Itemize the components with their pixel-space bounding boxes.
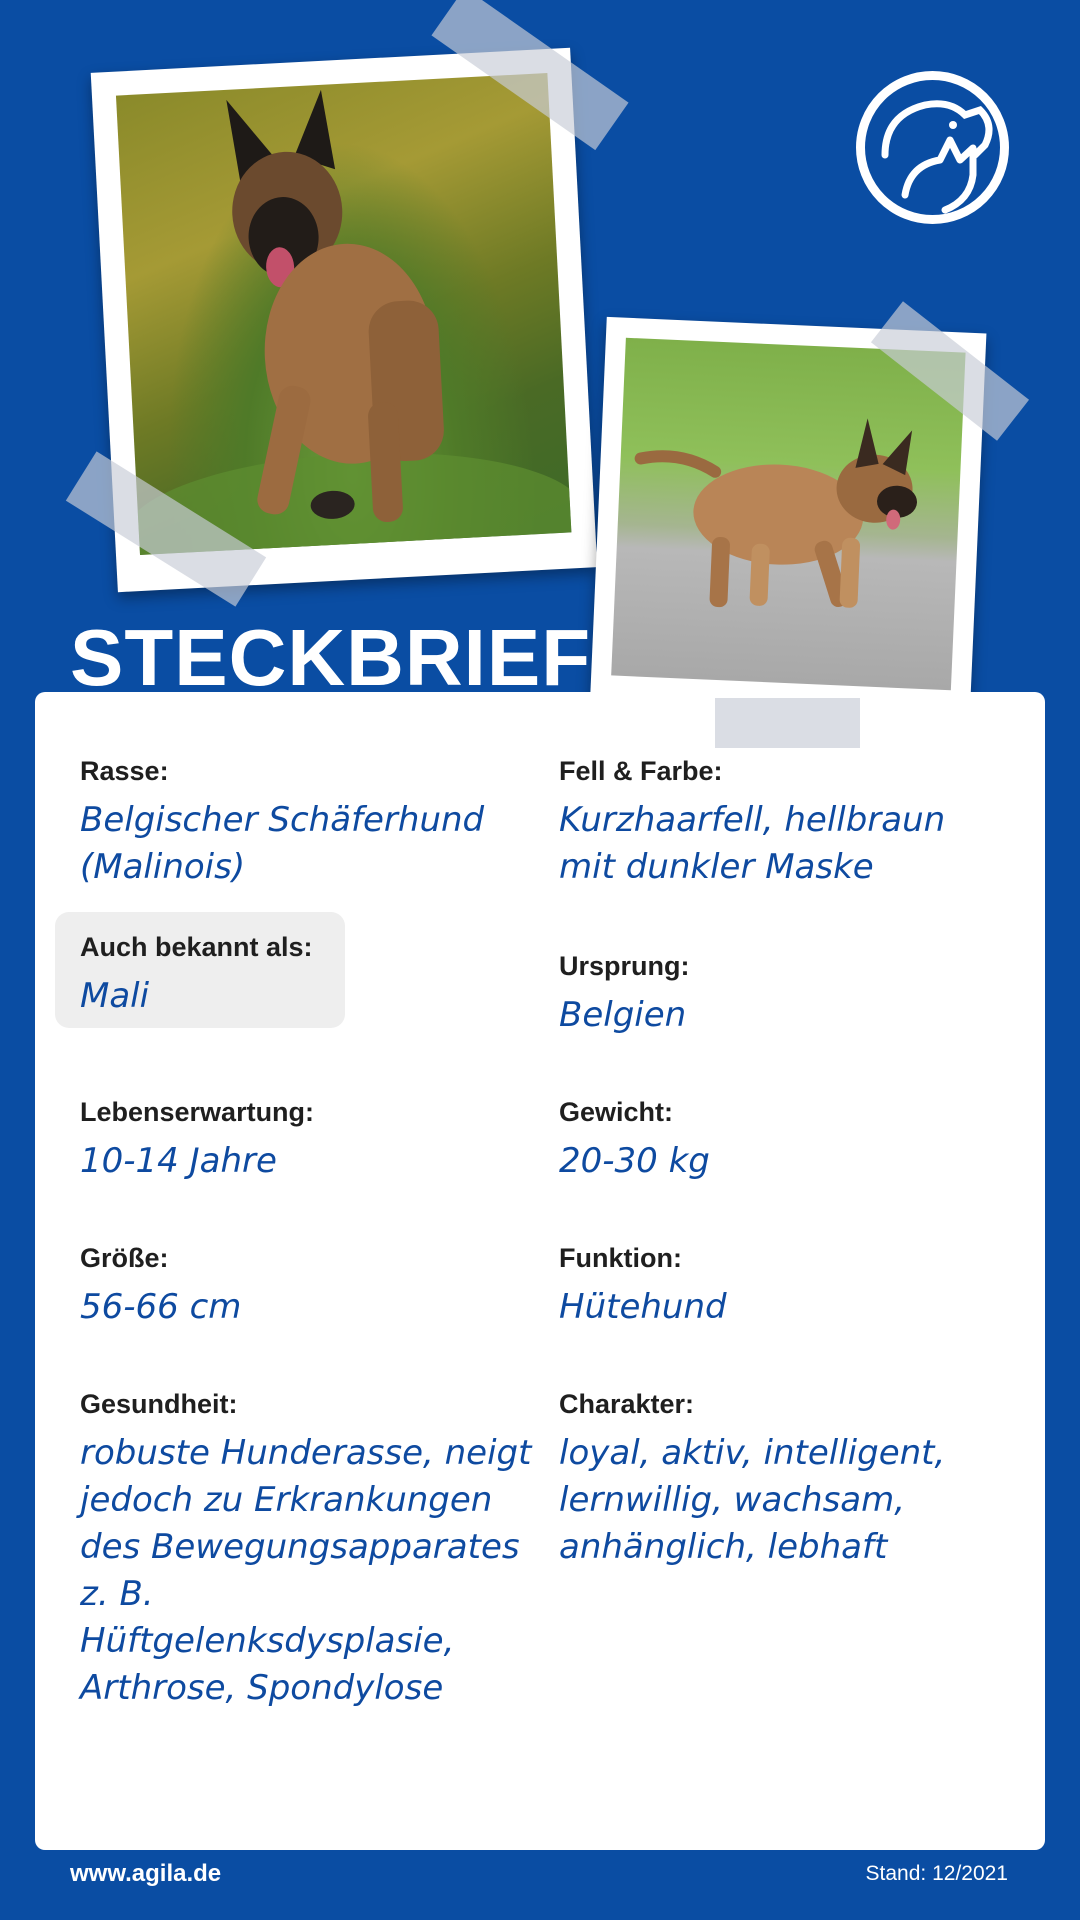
page-title: STECKBRIEF <box>70 618 592 692</box>
field-fell <box>559 756 999 891</box>
field-charakter <box>559 1389 989 1571</box>
field-auch <box>80 932 340 1020</box>
field-value: Belgien <box>559 995 687 1035</box>
field-label: Charakter: <box>559 1389 695 1419</box>
field-label: Fell & Farbe: <box>559 756 723 786</box>
tape-strip <box>715 698 860 748</box>
puppy-photo <box>611 338 965 691</box>
field-value: loyal, aktiv, intelligent, lernwillig, wachsam, anhänglich, lebhaft <box>559 1433 946 1567</box>
field-label: Auch bekannt als: <box>80 932 313 962</box>
adult-dog-photo <box>116 73 571 555</box>
dog-cat-logo-icon <box>855 70 1010 225</box>
field-gewicht <box>559 1097 999 1185</box>
puppy-image <box>611 338 965 691</box>
field-label: Gesundheit: <box>80 1389 238 1419</box>
field-rasse <box>80 756 530 891</box>
field-label: Funktion: <box>559 1243 682 1273</box>
field-value: Hütehund <box>559 1287 727 1327</box>
field-value: Mali <box>80 976 150 1016</box>
field-lebenserwartung <box>80 1097 530 1185</box>
field-ursprung <box>559 951 999 1039</box>
adult-dog-image <box>116 73 571 555</box>
field-value: Belgischer Schäferhund (Malinois) <box>80 800 485 887</box>
website-link[interactable]: www.agila.de <box>70 1860 222 1887</box>
field-funktion <box>559 1243 999 1331</box>
field-gesundheit <box>80 1389 535 1712</box>
field-value: 56-66 cm <box>80 1287 242 1327</box>
date-stamp: Stand: 12/2021 <box>865 1862 1008 1885</box>
field-label: Größe: <box>80 1243 169 1273</box>
field-label: Rasse: <box>80 756 169 786</box>
field-groesse <box>80 1243 530 1331</box>
field-value: 20-30 kg <box>559 1141 710 1181</box>
field-value: Kurzhaarfell, hellbraun mit dunkler Maske <box>559 800 946 887</box>
field-label: Lebenserwartung: <box>80 1097 315 1127</box>
field-label: Gewicht: <box>559 1097 674 1127</box>
field-value: 10-14 Jahre <box>80 1141 277 1181</box>
field-label: Ursprung: <box>559 951 690 981</box>
field-value: robuste Hunderasse, neigt jedoch zu Erkrankungen des Bewegungsapparates z. B. Hüftgelenksdysplasie, Arthrose, Spondylose <box>80 1433 532 1708</box>
